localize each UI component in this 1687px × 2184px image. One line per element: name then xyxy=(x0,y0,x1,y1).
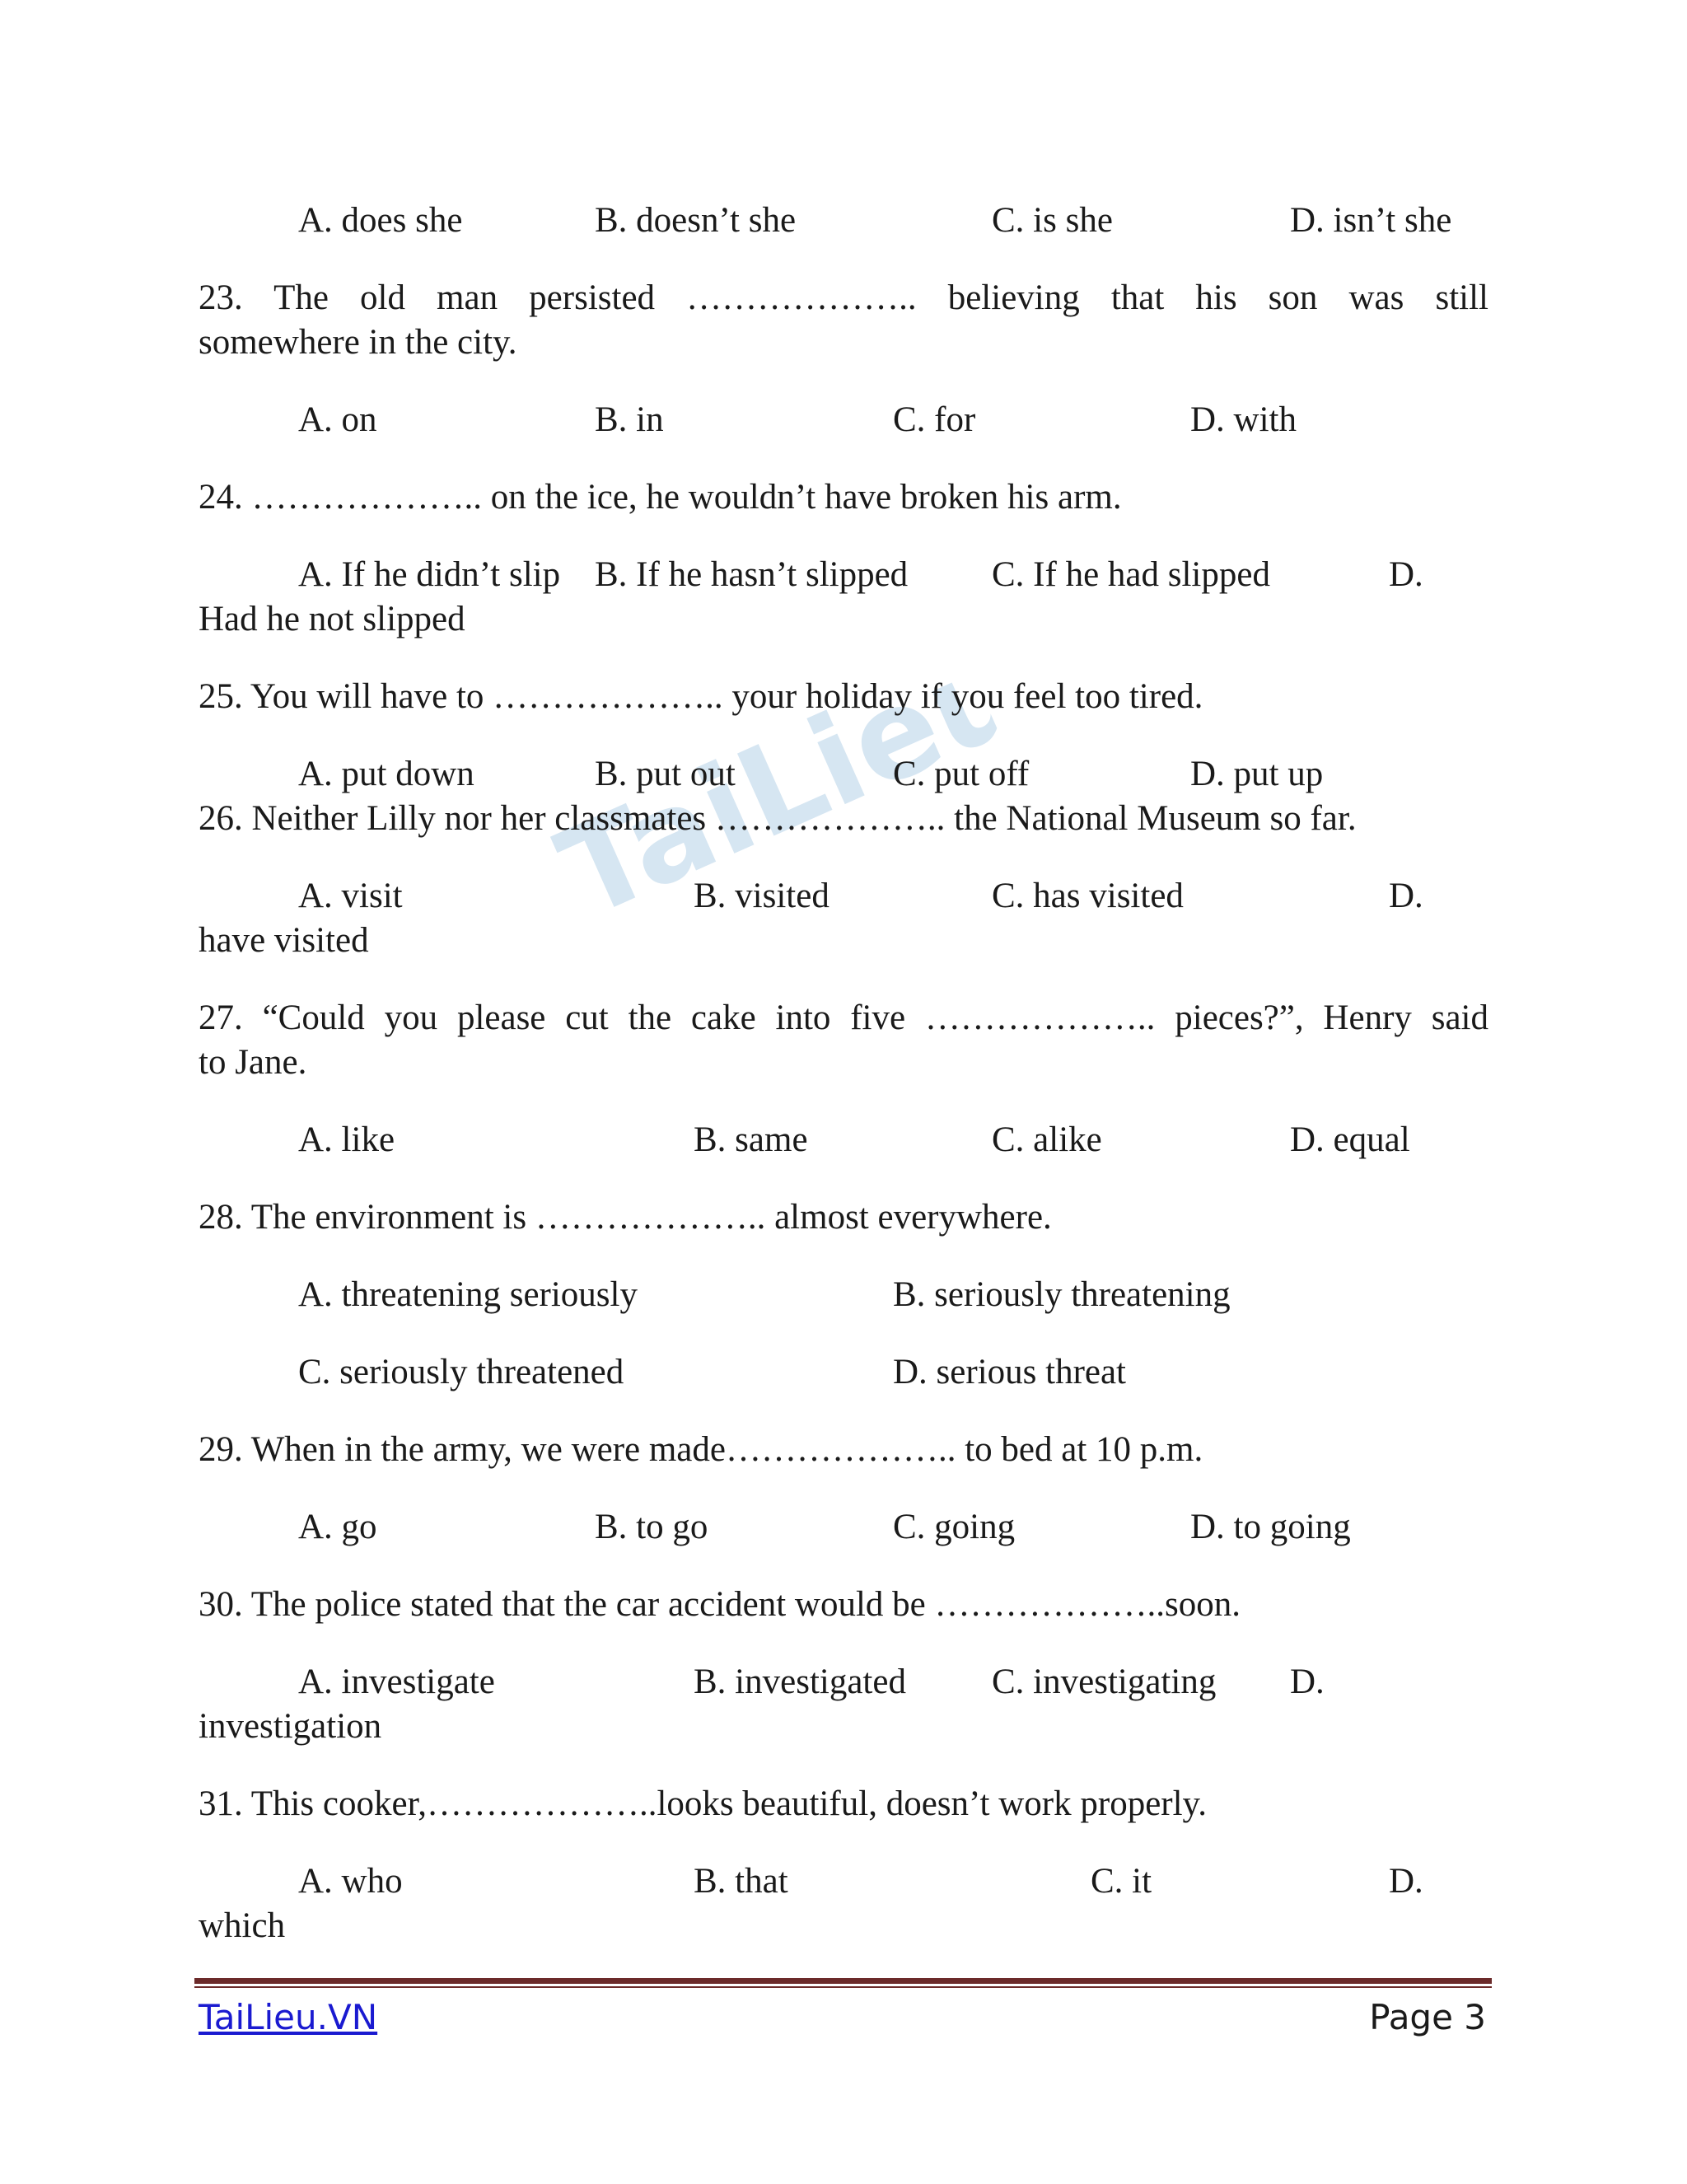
prev-option-c: C. is she xyxy=(992,201,1113,240)
q27-option-b: B. same xyxy=(694,1120,808,1159)
q30-option-d-text: investigation xyxy=(199,1707,382,1746)
svg-text:TaiLieu.VN: TaiLieu.VN xyxy=(540,592,1034,947)
q25-option-b: B. put out xyxy=(595,755,736,793)
question-29-stem: 29. When in the army, we were made……………….. to bed at 10 p.m. xyxy=(199,1430,1203,1469)
q29-option-d: D. to going xyxy=(1190,1508,1351,1546)
q28-option-c: C. seriously threatened xyxy=(298,1353,624,1391)
prev-option-d: D. isn’t she xyxy=(1290,201,1452,240)
q29-option-a: A. go xyxy=(298,1508,377,1546)
question-25-stem: 25. You will have to ……………….. your holiday if you feel too tired. xyxy=(199,677,1203,716)
q23-option-c: C. for xyxy=(893,400,976,439)
q31-option-d: D. xyxy=(1389,1862,1423,1901)
q30-option-a: A. investigate xyxy=(298,1663,495,1701)
footer-site-link[interactable]: TaiLieu.VN xyxy=(199,1997,378,2037)
q26-option-d: D. xyxy=(1389,877,1423,915)
q23-option-a: A. on xyxy=(298,400,377,439)
q27-option-a: A. like xyxy=(298,1120,395,1159)
q26-option-d-text: have visited xyxy=(199,921,369,960)
question-28-stem: 28. The environment is ……………….. almost everywhere. xyxy=(199,1198,1052,1237)
q23-option-d: D. with xyxy=(1190,400,1297,439)
question-23-stem: 23. The old man persisted ……………….. believing that his son was still xyxy=(199,278,1488,317)
q24-option-a: A. If he didn’t slip xyxy=(298,555,561,594)
q24-option-d-text: Had he not slipped xyxy=(199,600,465,638)
q25-option-d: D. put up xyxy=(1190,755,1324,793)
q30-option-c: C. investigating xyxy=(992,1663,1217,1701)
q28-option-b: B. seriously threatening xyxy=(893,1275,1231,1314)
footer-rule xyxy=(194,1978,1492,1984)
question-24-stem: 24. ……………….. on the ice, he wouldn’t have broken his arm. xyxy=(199,478,1122,517)
question-26-stem: 26. Neither Lilly nor her classmates ……………….. the National Museum so far. xyxy=(199,799,1357,838)
q30-option-d: D. xyxy=(1290,1663,1325,1701)
q23-option-b: B. in xyxy=(595,400,664,439)
q31-option-d-text: which xyxy=(199,1906,286,1945)
q24-option-b: B. If he hasn’t slipped xyxy=(595,555,909,594)
q31-option-b: B. that xyxy=(694,1862,788,1901)
footer-rule-thin xyxy=(194,1986,1492,1988)
q31-option-a: A. who xyxy=(298,1862,403,1901)
q28-option-d: D. serious threat xyxy=(893,1353,1127,1391)
q27-option-c: C. alike xyxy=(992,1120,1102,1159)
q24-option-d: D. xyxy=(1389,555,1423,594)
q25-option-c: C. put off xyxy=(893,755,1030,793)
question-27-stem: 27. “Could you please cut the cake into five ……………….. pieces?”, Henry said xyxy=(199,998,1488,1037)
q26-option-a: A. visit xyxy=(298,877,403,915)
question-31-stem: 31. This cooker,………………..looks beautiful, doesn’t work properly. xyxy=(199,1784,1208,1823)
prev-option-a: A. does she xyxy=(298,201,463,240)
q27-option-d: D. equal xyxy=(1290,1120,1410,1159)
q29-option-b: B. to go xyxy=(595,1508,708,1546)
page-number: Page 3 xyxy=(1369,1997,1486,2037)
q26-option-c: C. has visited xyxy=(992,877,1184,915)
prev-option-b: B. doesn’t she xyxy=(595,201,797,240)
question-23-stem-cont: somewhere in the city. xyxy=(199,323,517,362)
q26-option-b: B. visited xyxy=(694,877,829,915)
q28-option-a: A. threatening seriously xyxy=(298,1275,638,1314)
q30-option-b: B. investigated xyxy=(694,1663,906,1701)
q31-option-c: C. it xyxy=(1091,1862,1152,1901)
q24-option-c: C. If he had slipped xyxy=(992,555,1270,594)
question-30-stem: 30. The police stated that the car accident would be ………………..soon. xyxy=(199,1585,1241,1624)
question-27-stem-cont: to Jane. xyxy=(199,1043,307,1082)
q25-option-a: A. put down xyxy=(298,755,474,793)
q29-option-c: C. going xyxy=(893,1508,1016,1546)
